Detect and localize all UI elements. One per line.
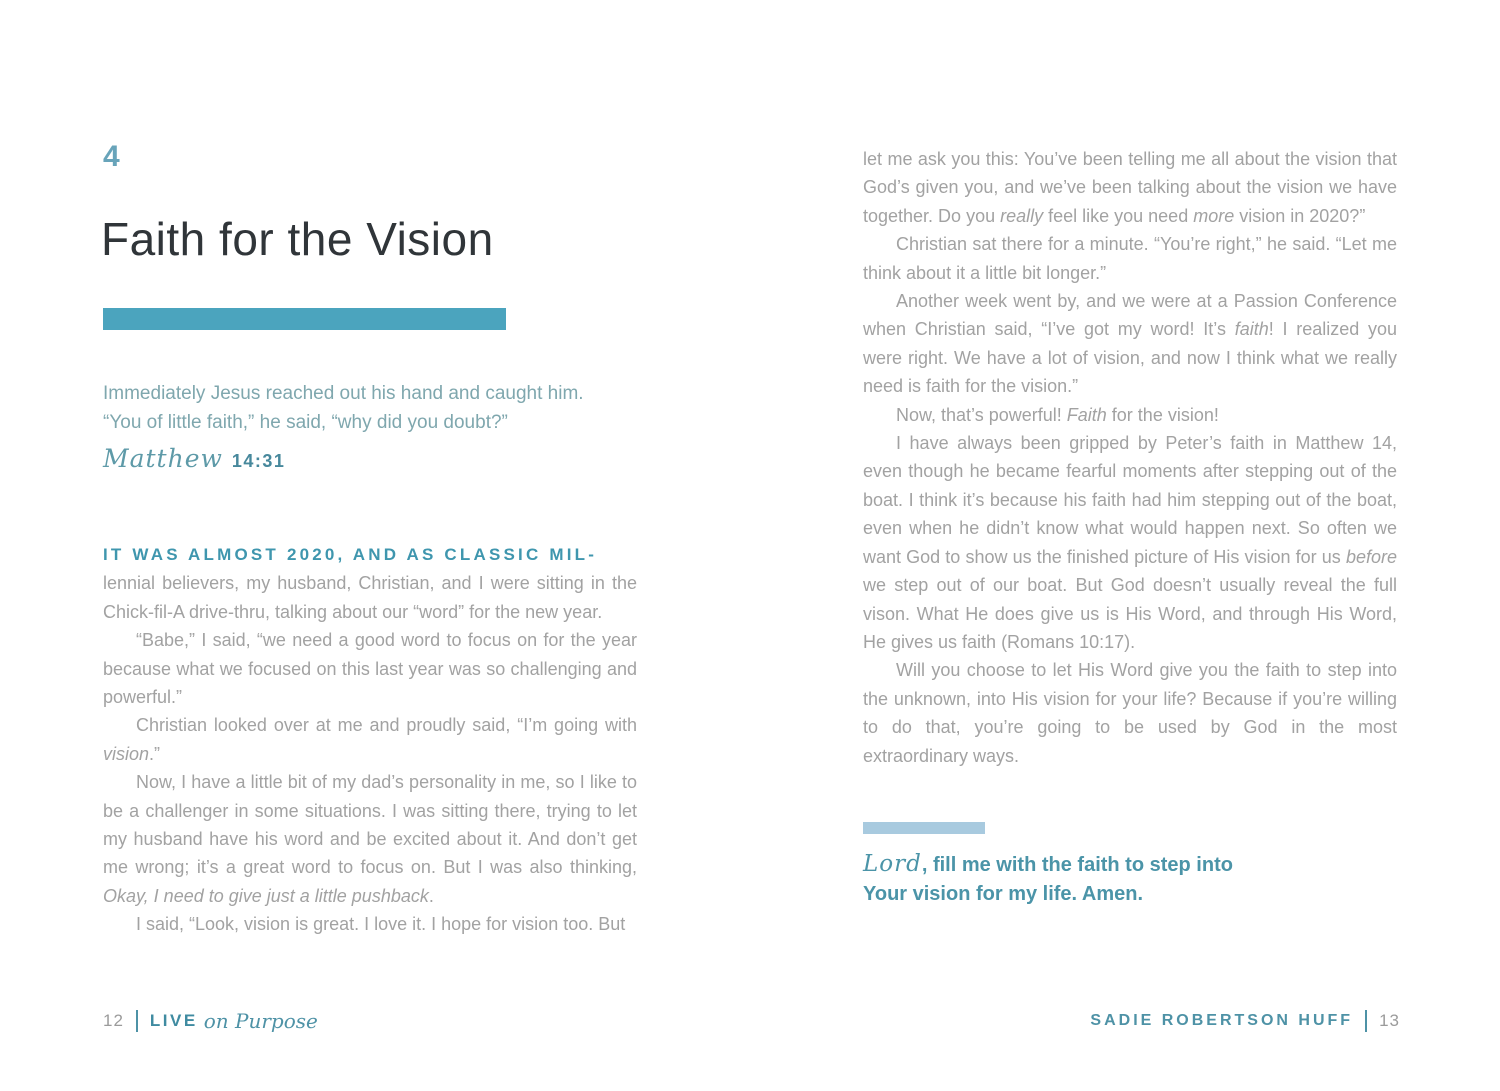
book-title-script: on Purpose [203, 1009, 318, 1033]
page-number-right: 13 [1379, 1011, 1400, 1030]
page-number-left: 12 [103, 1011, 124, 1030]
chapter-number: 4 [103, 140, 120, 173]
prayer-divider-bar [863, 822, 985, 834]
prayer-line-1 [863, 850, 1403, 880]
body-paragraph: Christian sat there for a minute. “You’re right,” he said. “Let me think about it a little bit longer.” [863, 234, 1397, 283]
prayer-line-1-rest: , fill me with the faith to step into [921, 854, 1233, 876]
scripture-reference [103, 444, 285, 473]
scripture-verse: 14:31 [231, 451, 286, 471]
body-paragraph: Now, I have a little bit of my dad’s personality in me, so I like to be a challenger in some situations. I was sitting there, trying to let my husband have his word and be excited about it. And don’t get me wrong; it’s a great word to focus on. But I was also thinking, Okay, I need to give just a little pushback. [103, 772, 637, 906]
body-paragraph: lennial believers, my husband, Christian, and I were sitting in the Chick-fil-A drive-thru, talking about our “word” for the new year. [103, 573, 637, 622]
scripture-book-script: Matthew [103, 444, 223, 473]
chapter-lead-in: IT WAS ALMOST 2020, AND AS CLASSIC MIL- [103, 545, 598, 564]
body-paragraph: Now, that’s powerful! Faith for the vision! [896, 404, 1219, 425]
page-footer-right [1090, 1006, 1400, 1036]
chapter-title: Faith for the Vision [101, 213, 494, 265]
body-paragraph: I said, “Look, vision is great. I love it. I hope for vision too. But [136, 914, 626, 935]
prayer-opening-script: Lord [863, 851, 922, 877]
author-name: SADIE ROBERTSON HUFF [1090, 1012, 1354, 1029]
right-body-text [863, 145, 1397, 770]
left-body-text [103, 541, 637, 939]
title-underline-bar [103, 308, 506, 330]
body-paragraph: Another week went by, and we were at a Passion Conference when Christian said, “I’ve got my word! It’s faith! I realized you were right. We have a lot of vision, and now I think what we really need is faith for the vision.” [863, 291, 1397, 397]
body-paragraph: I have always been gripped by Peter’s faith in Matthew 14, even though he became fearful moments after stepping out of the boat. I think it’s because his faith had him stepping out of the boat, even when he didn’t know what would happen next. So often we want God to show us the finished picture of His vision for us before we step out of our boat. But God doesn’t usually reveal the full vison. What He does give us is His Word, and through His Word, He gives us faith (Romans 10:17). [863, 433, 1397, 652]
epigraph-line-1: Immediately Jesus reached out his hand and caught him. [103, 383, 584, 404]
body-paragraph: Christian looked over at me and proudly said, “I’m going with vision.” [103, 715, 637, 764]
footer-divider [1365, 1010, 1367, 1032]
page-footer-left [103, 1006, 318, 1036]
footer-divider [136, 1010, 138, 1032]
prayer-text [863, 850, 1403, 909]
body-paragraph: let me ask you this: You’ve been telling me all about the vision that God’s given you, and we’ve been talking about the vision we have together. Do you really feel like you need more vision in 2020?” [863, 149, 1397, 226]
epigraph-line-2: “You of little faith,” he said, “why did you doubt?” [103, 411, 508, 433]
prayer-line-2: Your vision for my life. Amen. [863, 883, 1144, 905]
epigraph [103, 380, 643, 437]
body-paragraph: Will you choose to let His Word give you the faith to step into the unknown, into His vision for your life? Because if you’re willing to do that, you’re going to be used by God in the most extraordinary ways. [863, 660, 1397, 766]
book-title-live: LIVE [149, 1011, 198, 1030]
body-paragraph: “Babe,” I said, “we need a good word to focus on for the year because what we focused on this last year was so challenging and powerful.” [103, 630, 637, 708]
